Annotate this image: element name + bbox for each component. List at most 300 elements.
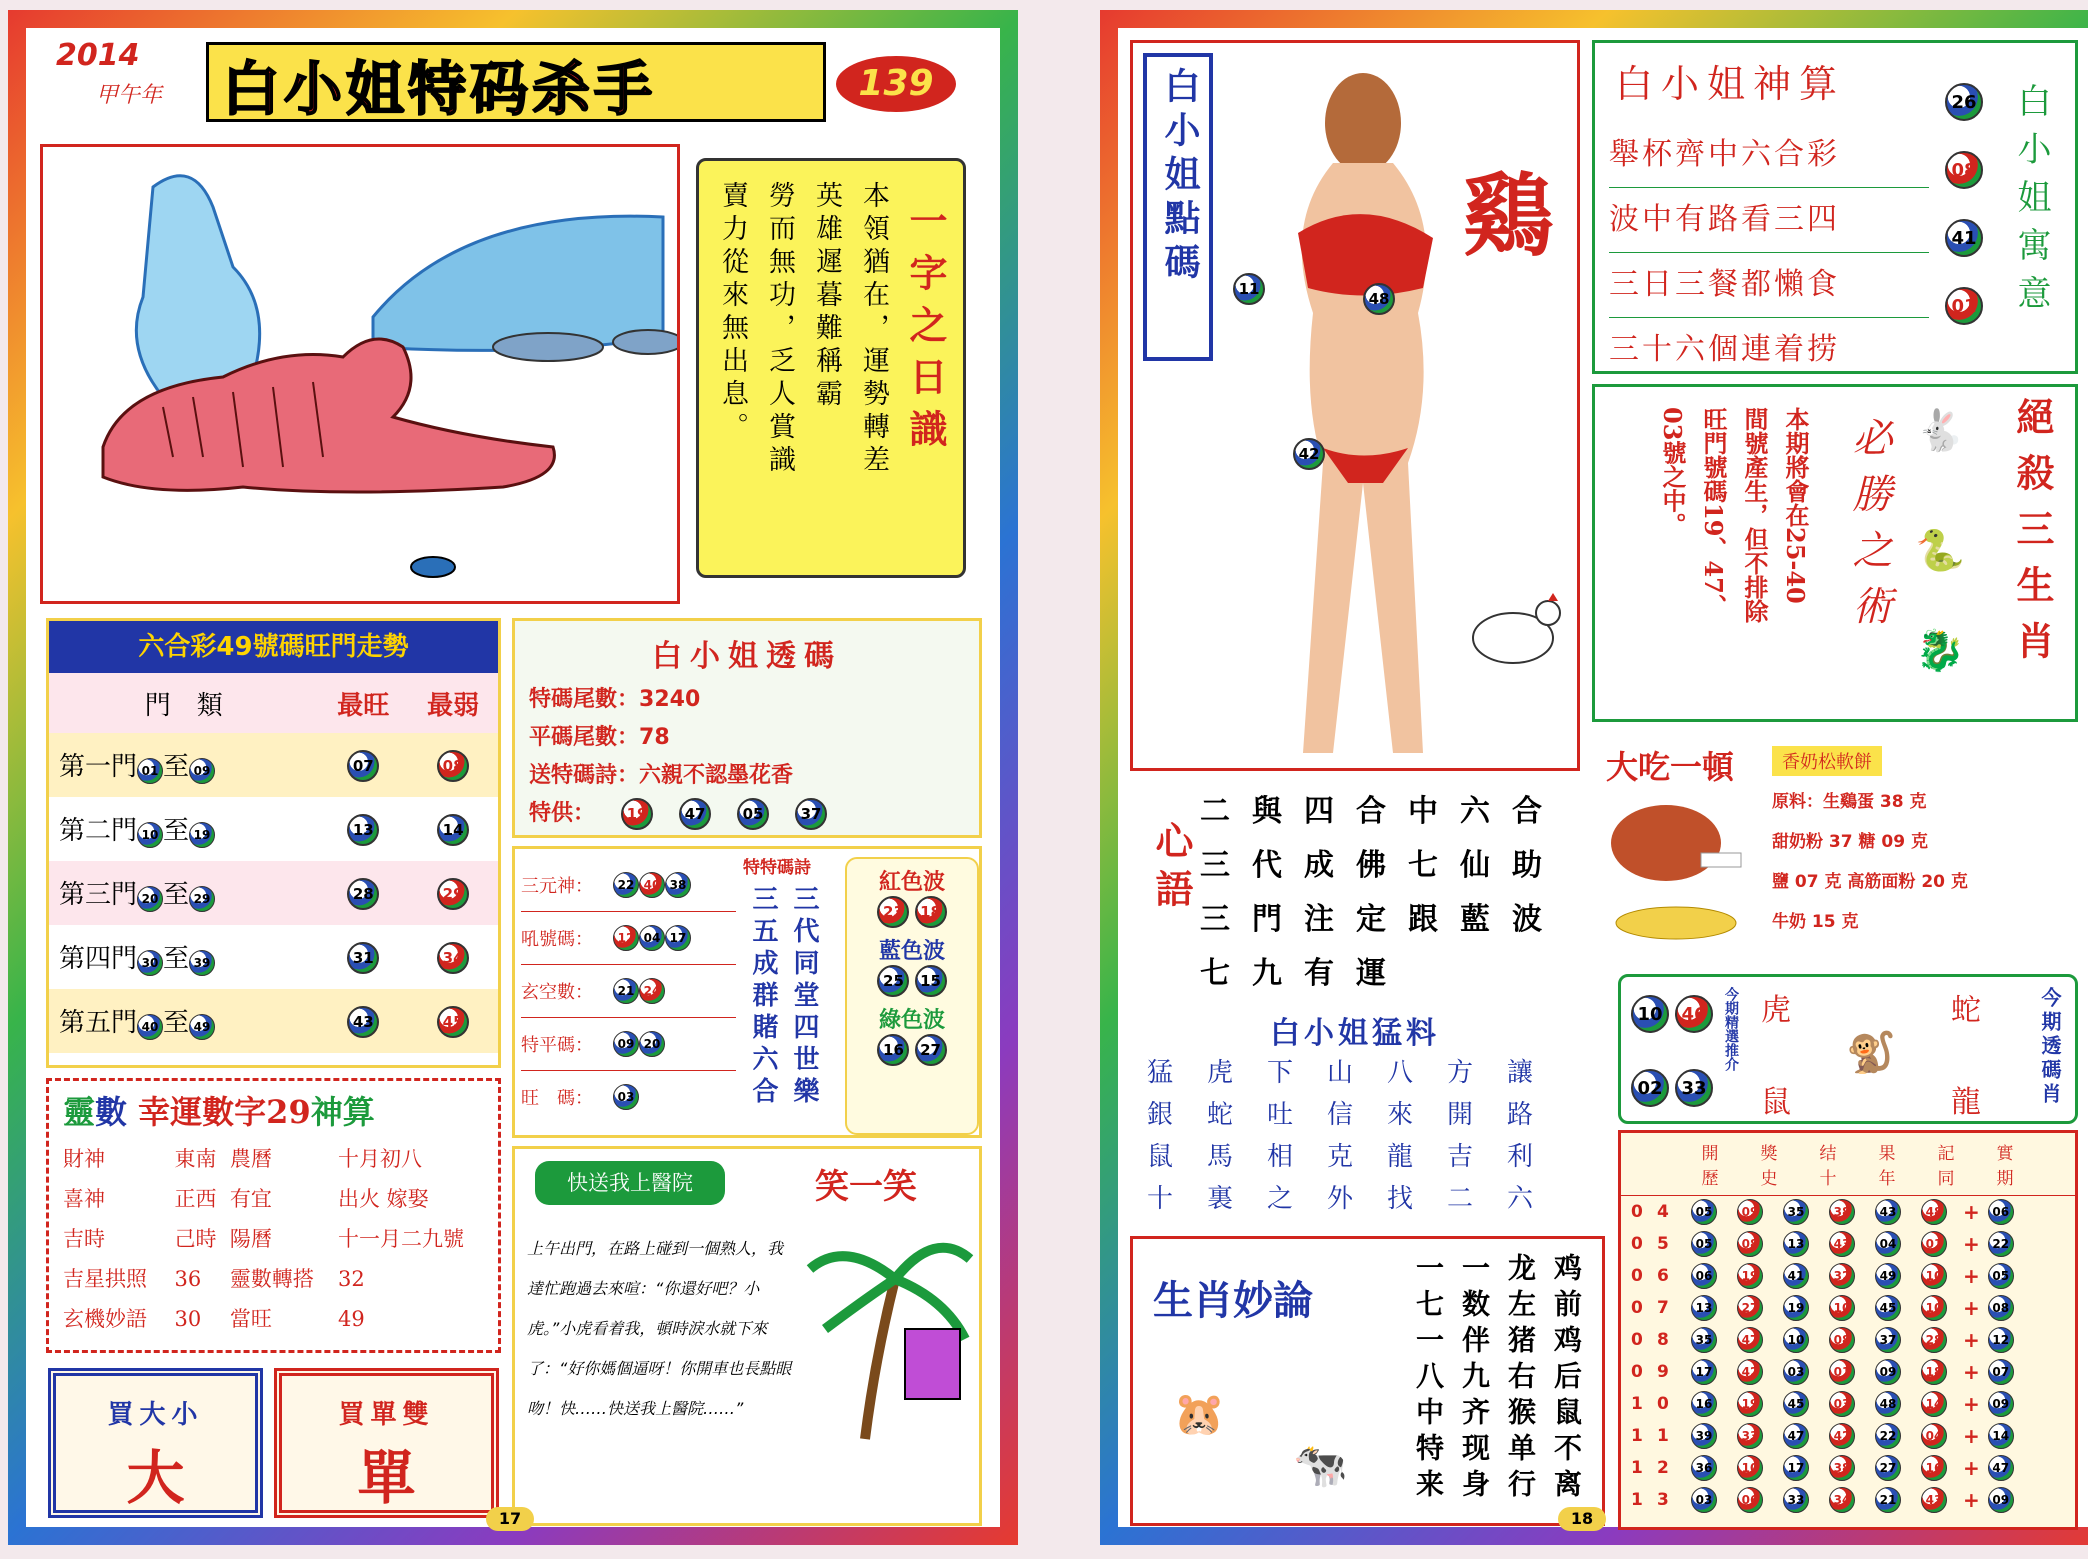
toma-box bbox=[512, 618, 982, 838]
heart-line: 七九有運 bbox=[1200, 956, 1408, 991]
buy-odd-value: 單 bbox=[357, 1444, 416, 1512]
point-title-box bbox=[1143, 53, 1213, 361]
history-ball: 35 bbox=[1783, 1199, 1809, 1225]
ball: 39 bbox=[189, 950, 215, 976]
table-row bbox=[49, 1179, 498, 1219]
hamster-icon: 🐹 bbox=[1173, 1389, 1226, 1438]
hot-ball: 31 bbox=[347, 942, 379, 974]
table-row bbox=[1621, 1420, 2075, 1452]
history-ball: 33 bbox=[1783, 1487, 1809, 1513]
hot-ball: 07 bbox=[347, 750, 379, 782]
ball: 22 bbox=[613, 872, 639, 898]
meng-cell: 克 bbox=[1326, 1142, 1353, 1172]
recommend-side: 今期透碼肖 bbox=[2038, 987, 2062, 1107]
left-page bbox=[8, 10, 1018, 1545]
zodiac-char: 鷄 bbox=[1463, 163, 1553, 269]
recommend-ball: 33 bbox=[1675, 1069, 1713, 1107]
table-row bbox=[1621, 1196, 2075, 1228]
mixed-label: 三元神： bbox=[521, 876, 593, 897]
eat-box bbox=[1592, 728, 2078, 968]
ball: 23 bbox=[877, 896, 909, 928]
plus-sign: + bbox=[1963, 1264, 1980, 1288]
door-label: 第三門 bbox=[59, 880, 138, 910]
history-ball: 19 bbox=[1737, 1263, 1763, 1289]
ball: 16 bbox=[877, 1034, 909, 1066]
history-issue: 8 bbox=[1657, 1330, 1669, 1350]
page-number: 18 bbox=[1558, 1507, 1606, 1531]
ball: 19 bbox=[621, 798, 653, 830]
snake-icon: 🐍 bbox=[1915, 528, 1965, 574]
mixed-poem bbox=[745, 885, 823, 1135]
model-ball: 42 bbox=[1293, 438, 1325, 470]
history-ball: 04 bbox=[1875, 1231, 1901, 1257]
poem-line: 勞而無功，乏人賞識 bbox=[764, 181, 795, 478]
toma-label: 平碼尾數： bbox=[529, 725, 640, 750]
recommend-ball: 10 bbox=[1631, 995, 1669, 1033]
door-label: 第二門 bbox=[59, 816, 138, 846]
history-ball: 08 bbox=[1737, 1231, 1763, 1257]
trend-title: 六合彩49號碼旺門走勢 bbox=[49, 621, 498, 673]
ball: 20 bbox=[137, 886, 163, 912]
recipe-line: 原料：生鷄蛋 38 克 bbox=[1772, 792, 1927, 812]
lun-col: 龙左猪右猴单行 bbox=[1504, 1253, 1537, 1505]
history-ball: 09 bbox=[1875, 1359, 1901, 1385]
lucky-title-a: 靈 bbox=[63, 1093, 96, 1131]
toma-value: 78 bbox=[639, 725, 670, 750]
model-ball: 48 bbox=[1363, 283, 1395, 315]
plus-sign: + bbox=[1963, 1360, 1980, 1384]
ball: 03 bbox=[613, 1084, 639, 1110]
ball: 24 bbox=[639, 978, 665, 1004]
green-wave-label: 綠色波 bbox=[878, 1008, 945, 1033]
animal-tiger: 虎 bbox=[1761, 993, 1791, 1028]
meng-table bbox=[1130, 1052, 1550, 1220]
palm-tree-illustration bbox=[805, 1219, 975, 1449]
meng-cell: 吐 bbox=[1266, 1100, 1293, 1130]
meng-cell: 十 bbox=[1146, 1184, 1173, 1214]
history-issue: 7 bbox=[1657, 1298, 1669, 1318]
cold-ball: 29 bbox=[437, 878, 469, 910]
history-ball: 01 bbox=[1829, 1359, 1855, 1385]
history-ball: 16 bbox=[1921, 1455, 1947, 1481]
history-ball: 03 bbox=[1829, 1391, 1855, 1417]
trend-header: 最旺 bbox=[337, 690, 390, 721]
history-box bbox=[1618, 1130, 2078, 1530]
meng-cell: 虎 bbox=[1206, 1058, 1233, 1088]
mixed-box bbox=[512, 846, 982, 1138]
lucky-cell: 十月初八 bbox=[337, 1147, 422, 1171]
ball: 10 bbox=[137, 822, 163, 848]
meng-cell: 找 bbox=[1386, 1184, 1413, 1214]
point-title: 白小姐點碼 bbox=[1159, 67, 1201, 287]
tiger-illustration bbox=[40, 144, 680, 604]
door-label: 第一門 bbox=[59, 752, 138, 782]
meng-cell: 銀 bbox=[1146, 1100, 1173, 1130]
toma-line bbox=[529, 681, 965, 719]
poem-line: 英雄遲暮難稱霸 bbox=[811, 181, 842, 412]
history-ball: 48 bbox=[1875, 1391, 1901, 1417]
toma-label: 送特碼詩： bbox=[529, 763, 640, 788]
poem-line: 本領猶在，運勢轉差 bbox=[858, 181, 889, 478]
meng-cell: 猛 bbox=[1146, 1058, 1173, 1088]
lun-col: 鸡前鸡后鼠不离 bbox=[1550, 1253, 1583, 1505]
win-col: 本期將會在25-40 bbox=[1781, 407, 1810, 604]
meng-cell: 外 bbox=[1326, 1184, 1353, 1214]
meng-cell: 二 bbox=[1446, 1184, 1473, 1214]
ball: 27 bbox=[915, 1034, 947, 1066]
history-ball: 05 bbox=[1691, 1231, 1717, 1257]
history-ball: 43 bbox=[1875, 1199, 1901, 1225]
ball: 09 bbox=[189, 758, 215, 784]
lucky-cell: 有宜 bbox=[229, 1187, 272, 1211]
plus-sign: + bbox=[1963, 1200, 1980, 1224]
history-issue: 3 bbox=[1657, 1490, 1669, 1510]
history-ball: 10 bbox=[1829, 1295, 1855, 1321]
cold-ball: 34 bbox=[437, 942, 469, 974]
shensuan-line: 三十六個連着捞 bbox=[1609, 332, 1840, 367]
meng-cell: 八 bbox=[1386, 1058, 1413, 1088]
meng-cell: 蛇 bbox=[1206, 1100, 1233, 1130]
history-ball: 34 bbox=[1829, 1487, 1855, 1513]
poem-title: 一字之日識 bbox=[903, 201, 948, 461]
history-ball: 47 bbox=[1737, 1327, 1763, 1353]
history-ball: 13 bbox=[1691, 1295, 1717, 1321]
plus-sign: + bbox=[1963, 1392, 1980, 1416]
shensuan-ball: 01 bbox=[1945, 287, 1983, 325]
history-year: 0 bbox=[1631, 1298, 1643, 1318]
meng-cell: 相 bbox=[1266, 1142, 1293, 1172]
lucky-cell: 靈數轉搭 bbox=[229, 1267, 314, 1291]
history-ball: 49 bbox=[1875, 1263, 1901, 1289]
history-special: 08 bbox=[1988, 1295, 2014, 1321]
poem-scroll bbox=[696, 158, 966, 578]
door-label: 第四門 bbox=[59, 944, 138, 974]
history-year: 0 bbox=[1631, 1234, 1643, 1254]
ball: 21 bbox=[613, 978, 639, 1004]
win-cols bbox=[1655, 407, 1813, 717]
history-head: 果年 bbox=[1878, 1144, 1896, 1189]
plus-sign: + bbox=[1963, 1232, 1980, 1256]
history-ball: 47 bbox=[1783, 1423, 1809, 1449]
mixed-row bbox=[521, 1018, 736, 1071]
table-row bbox=[1621, 1260, 2075, 1292]
history-ball: 13 bbox=[1783, 1231, 1809, 1257]
table-row bbox=[1130, 1178, 1550, 1220]
lucky-cell: 東南 bbox=[174, 1147, 217, 1171]
history-ball: 10 bbox=[1921, 1263, 1947, 1289]
meng-cell: 龍 bbox=[1386, 1142, 1413, 1172]
table-row bbox=[1621, 1388, 2075, 1420]
history-year: 1 bbox=[1631, 1394, 1643, 1414]
table-row bbox=[49, 925, 498, 989]
cold-ball: 45 bbox=[437, 1006, 469, 1038]
history-special: 09 bbox=[1988, 1391, 2014, 1417]
table-row bbox=[49, 797, 498, 861]
history-rows bbox=[1621, 1196, 2075, 1516]
history-year: 0 bbox=[1631, 1330, 1643, 1350]
meng-cell: 裏 bbox=[1206, 1184, 1233, 1214]
table-row bbox=[1130, 1052, 1550, 1094]
buy-odd-box bbox=[274, 1368, 499, 1518]
history-ball: 09 bbox=[1737, 1199, 1763, 1225]
animal-rat: 鼠 bbox=[1761, 1085, 1791, 1120]
history-ball: 04 bbox=[1921, 1423, 1947, 1449]
story-title: 快送我上醫院 bbox=[535, 1161, 725, 1205]
history-ball: 03 bbox=[1691, 1487, 1717, 1513]
mixed-poem-col: 三代同堂四世樂 bbox=[789, 885, 819, 1109]
lucky-cell: 正西 bbox=[174, 1187, 217, 1211]
plus-sign: + bbox=[1963, 1456, 1980, 1480]
poem-line: 賣力從來無出息。 bbox=[717, 181, 748, 445]
heart-words-box bbox=[1130, 768, 1580, 1000]
door-mid: 至 bbox=[163, 1008, 190, 1038]
lucky-cell: 農曆 bbox=[229, 1147, 272, 1171]
history-year: 0 bbox=[1631, 1202, 1643, 1222]
door-mid: 至 bbox=[163, 816, 190, 846]
meng-cell: 吉 bbox=[1446, 1142, 1473, 1172]
history-issue: 5 bbox=[1657, 1234, 1669, 1254]
table-row bbox=[49, 989, 498, 1053]
lucky-box bbox=[46, 1078, 501, 1353]
trend-header: 最弱 bbox=[427, 690, 480, 721]
ball: 30 bbox=[137, 950, 163, 976]
history-header bbox=[1621, 1133, 2075, 1196]
ball: 04 bbox=[639, 925, 665, 951]
history-special: 05 bbox=[1988, 1263, 2014, 1289]
meng-cell: 路 bbox=[1506, 1100, 1533, 1130]
ball: 29 bbox=[189, 886, 215, 912]
lucky-cell: 49 bbox=[337, 1307, 365, 1331]
ball: 38 bbox=[665, 872, 691, 898]
table-row bbox=[49, 861, 498, 925]
ball: 49 bbox=[189, 1014, 215, 1040]
win-box bbox=[1592, 384, 2078, 722]
table-row bbox=[49, 1299, 498, 1339]
history-special: 06 bbox=[1988, 1199, 2014, 1225]
lun-col: 一数伴九齐现身 bbox=[1458, 1253, 1491, 1505]
recommend-box bbox=[1618, 974, 2078, 1124]
hot-ball: 43 bbox=[347, 1006, 379, 1038]
lun-box bbox=[1130, 1236, 1605, 1526]
shensuan-side: 白小姐寓意 bbox=[2011, 83, 2051, 323]
cow-icon: 🐄 bbox=[1293, 1440, 1348, 1491]
history-ball: 38 bbox=[1829, 1199, 1855, 1225]
history-ball: 32 bbox=[1829, 1263, 1855, 1289]
recommend-ball: 46 bbox=[1675, 995, 1713, 1033]
history-issue: 4 bbox=[1657, 1202, 1669, 1222]
shensuan-line: 舉杯齊中六合彩 bbox=[1609, 123, 1929, 188]
monkey-icon: 🐒 bbox=[1846, 1030, 1896, 1076]
meng-cell: 讓 bbox=[1506, 1058, 1533, 1088]
animal-snake: 蛇 bbox=[1951, 993, 1981, 1028]
meng-cell: 山 bbox=[1326, 1058, 1353, 1088]
shensuan-ball: 08 bbox=[1945, 151, 1983, 189]
recipe-line: 甜奶粉 37 糖 09 克 bbox=[1772, 832, 1928, 852]
history-special: 14 bbox=[1988, 1423, 2014, 1449]
meng-title: 白小姐猛料 bbox=[1270, 1016, 1440, 1051]
history-special: 47 bbox=[1988, 1455, 2014, 1481]
history-ball: 43 bbox=[1921, 1487, 1947, 1513]
shensuan-title: 白小姐神算 bbox=[1615, 62, 1846, 106]
mixed-poem-title: 特特碼詩 bbox=[743, 858, 811, 878]
right-page bbox=[1100, 10, 2088, 1545]
recipe-title: 香奶松軟餅 bbox=[1772, 746, 1882, 776]
table-row bbox=[1130, 1136, 1550, 1178]
meng-cell: 之 bbox=[1266, 1184, 1293, 1214]
table-row bbox=[1621, 1228, 2075, 1260]
history-year: 1 bbox=[1631, 1426, 1643, 1446]
mixed-label: 旺 碼： bbox=[521, 1088, 593, 1109]
history-ball: 16 bbox=[1691, 1391, 1717, 1417]
toma-label: 特碼尾數： bbox=[529, 687, 640, 712]
history-head: 實期 bbox=[1996, 1144, 2014, 1189]
history-ball: 42 bbox=[1829, 1423, 1855, 1449]
dragon-icon: 🐉 bbox=[1915, 628, 1965, 674]
year: 2014 bbox=[56, 38, 140, 73]
door-mid: 至 bbox=[163, 880, 190, 910]
issue-badge: 139 bbox=[836, 56, 956, 112]
chicken-icon bbox=[1463, 583, 1573, 673]
ball: 01 bbox=[137, 758, 163, 784]
meng-cell: 下 bbox=[1266, 1058, 1293, 1088]
history-ball: 10 bbox=[1921, 1295, 1947, 1321]
toma-value: 六親不認墨花香 bbox=[639, 763, 794, 788]
history-ball: 21 bbox=[1875, 1487, 1901, 1513]
history-special: 12 bbox=[1988, 1327, 2014, 1353]
trend-table bbox=[49, 673, 498, 1053]
lucky-cell: 己時 bbox=[174, 1227, 217, 1251]
year-sub: 甲午年 bbox=[96, 83, 163, 108]
lucky-title-b: 數 bbox=[95, 1093, 128, 1131]
history-ball: 33 bbox=[1737, 1423, 1763, 1449]
history-issue: 2 bbox=[1657, 1458, 1669, 1478]
history-ball: 45 bbox=[1783, 1391, 1809, 1417]
recipe-line: 鹽 07 克 高筋面粉 20 克 bbox=[1772, 872, 1968, 892]
history-ball: 08 bbox=[1829, 1327, 1855, 1353]
history-ball: 39 bbox=[1691, 1423, 1717, 1449]
lucky-cell: 財神 bbox=[63, 1147, 105, 1171]
history-ball: 43 bbox=[1829, 1231, 1855, 1257]
history-year: 0 bbox=[1631, 1266, 1643, 1286]
history-ball: 19 bbox=[1783, 1295, 1809, 1321]
shensuan-line: 三日三餐都懶食 bbox=[1609, 253, 1929, 318]
ball: 20 bbox=[639, 1031, 665, 1057]
lucky-cell: 吉星拱照 bbox=[63, 1267, 147, 1291]
mixed-poem-col: 三五成群賭六合 bbox=[748, 885, 778, 1109]
story-box bbox=[512, 1146, 982, 1526]
lucky-cell: 十一月二九號 bbox=[337, 1227, 464, 1251]
meng-cell: 六 bbox=[1506, 1184, 1533, 1214]
table-row bbox=[1130, 1094, 1550, 1136]
meng-cell: 來 bbox=[1386, 1100, 1413, 1130]
shensuan-box bbox=[1592, 40, 2078, 374]
history-ball: 28 bbox=[1921, 1327, 1947, 1353]
table-row bbox=[1621, 1292, 2075, 1324]
history-ball: 18 bbox=[1921, 1359, 1947, 1385]
lucky-table bbox=[49, 1139, 498, 1339]
buy-size-value: 大 bbox=[126, 1444, 185, 1512]
story-badge: 笑一笑 bbox=[815, 1167, 917, 1207]
ball: 40 bbox=[137, 1014, 163, 1040]
history-ball: 19 bbox=[1737, 1391, 1763, 1417]
toma-special bbox=[529, 795, 965, 833]
table-row bbox=[1621, 1484, 2075, 1516]
history-special: 09 bbox=[1988, 1487, 2014, 1513]
recommend-ball: 02 bbox=[1631, 1069, 1669, 1107]
drumstick-icon bbox=[1606, 798, 1746, 948]
wave-box bbox=[845, 857, 979, 1135]
plus-sign: + bbox=[1963, 1296, 1980, 1320]
shensuan-ball: 26 bbox=[1945, 83, 1983, 121]
toma-title: 白小姐透碼 bbox=[652, 639, 842, 674]
history-issue: 1 bbox=[1657, 1426, 1669, 1446]
shensuan-line: 波中有路看三四 bbox=[1609, 188, 1929, 253]
meng-cell: 鼠 bbox=[1146, 1142, 1173, 1172]
heart-line: 三代成佛七仙助 bbox=[1200, 848, 1564, 883]
header bbox=[26, 28, 1000, 138]
lucky-title-d: 神算 bbox=[310, 1093, 375, 1131]
table-row bbox=[49, 1139, 498, 1179]
heart-line: 二與四合中六合 bbox=[1200, 794, 1564, 829]
meng-cell: 馬 bbox=[1206, 1142, 1233, 1172]
ball: 15 bbox=[915, 965, 947, 997]
lucky-cell: 出火 嫁娶 bbox=[337, 1187, 429, 1211]
mixed-row bbox=[521, 912, 736, 965]
history-head: 獎史 bbox=[1760, 1144, 1778, 1189]
table-row bbox=[1621, 1324, 2075, 1356]
plus-sign: + bbox=[1963, 1488, 1980, 1512]
lucky-title-c: 幸運數字29 bbox=[138, 1093, 311, 1131]
rabbit-icon: 🐇 bbox=[1915, 408, 1965, 454]
win-col: 旺門號碼19、47、 bbox=[1699, 407, 1728, 618]
ball: 19 bbox=[189, 822, 215, 848]
history-ball: 10 bbox=[1783, 1327, 1809, 1353]
table-row bbox=[1621, 1356, 2075, 1388]
history-ball: 36 bbox=[1691, 1455, 1717, 1481]
recommend-label: 今期精選推介 bbox=[1723, 987, 1739, 1071]
meng-cell: 利 bbox=[1506, 1142, 1533, 1172]
shensuan-ball: 41 bbox=[1945, 219, 1983, 257]
plus-sign: + bbox=[1963, 1424, 1980, 1448]
history-ball: 03 bbox=[1783, 1359, 1809, 1385]
lucky-cell: 32 bbox=[337, 1267, 365, 1291]
meng-cell: 信 bbox=[1326, 1100, 1353, 1130]
history-ball: 45 bbox=[1875, 1295, 1901, 1321]
cold-ball: 14 bbox=[437, 814, 469, 846]
blue-wave-label: 藍色波 bbox=[878, 939, 945, 964]
toma-special-label: 特供： bbox=[529, 801, 596, 826]
model-figure bbox=[1223, 63, 1483, 763]
lucky-cell: 玄機妙語 bbox=[63, 1307, 147, 1331]
trend-header: 門 類 bbox=[144, 690, 223, 721]
history-ball: 42 bbox=[1737, 1359, 1763, 1385]
table-row bbox=[49, 733, 498, 797]
history-ball: 17 bbox=[1691, 1359, 1717, 1385]
ball: 40 bbox=[639, 872, 665, 898]
heart-label: 心語 bbox=[1149, 821, 1194, 917]
lucky-cell: 喜神 bbox=[63, 1187, 105, 1211]
plus-sign: + bbox=[1963, 1328, 1980, 1352]
history-ball: 06 bbox=[1691, 1263, 1717, 1289]
poem-lines bbox=[713, 181, 893, 521]
table-row bbox=[49, 1219, 498, 1259]
ball: 05 bbox=[737, 798, 769, 830]
history-issue: 9 bbox=[1657, 1362, 1669, 1382]
mixed-label: 玄空數： bbox=[521, 982, 593, 1003]
win-col: 間號產生，但不排除 bbox=[1740, 407, 1769, 623]
door-mid: 至 bbox=[163, 752, 190, 782]
lucky-cell: 陽曆 bbox=[229, 1227, 272, 1251]
